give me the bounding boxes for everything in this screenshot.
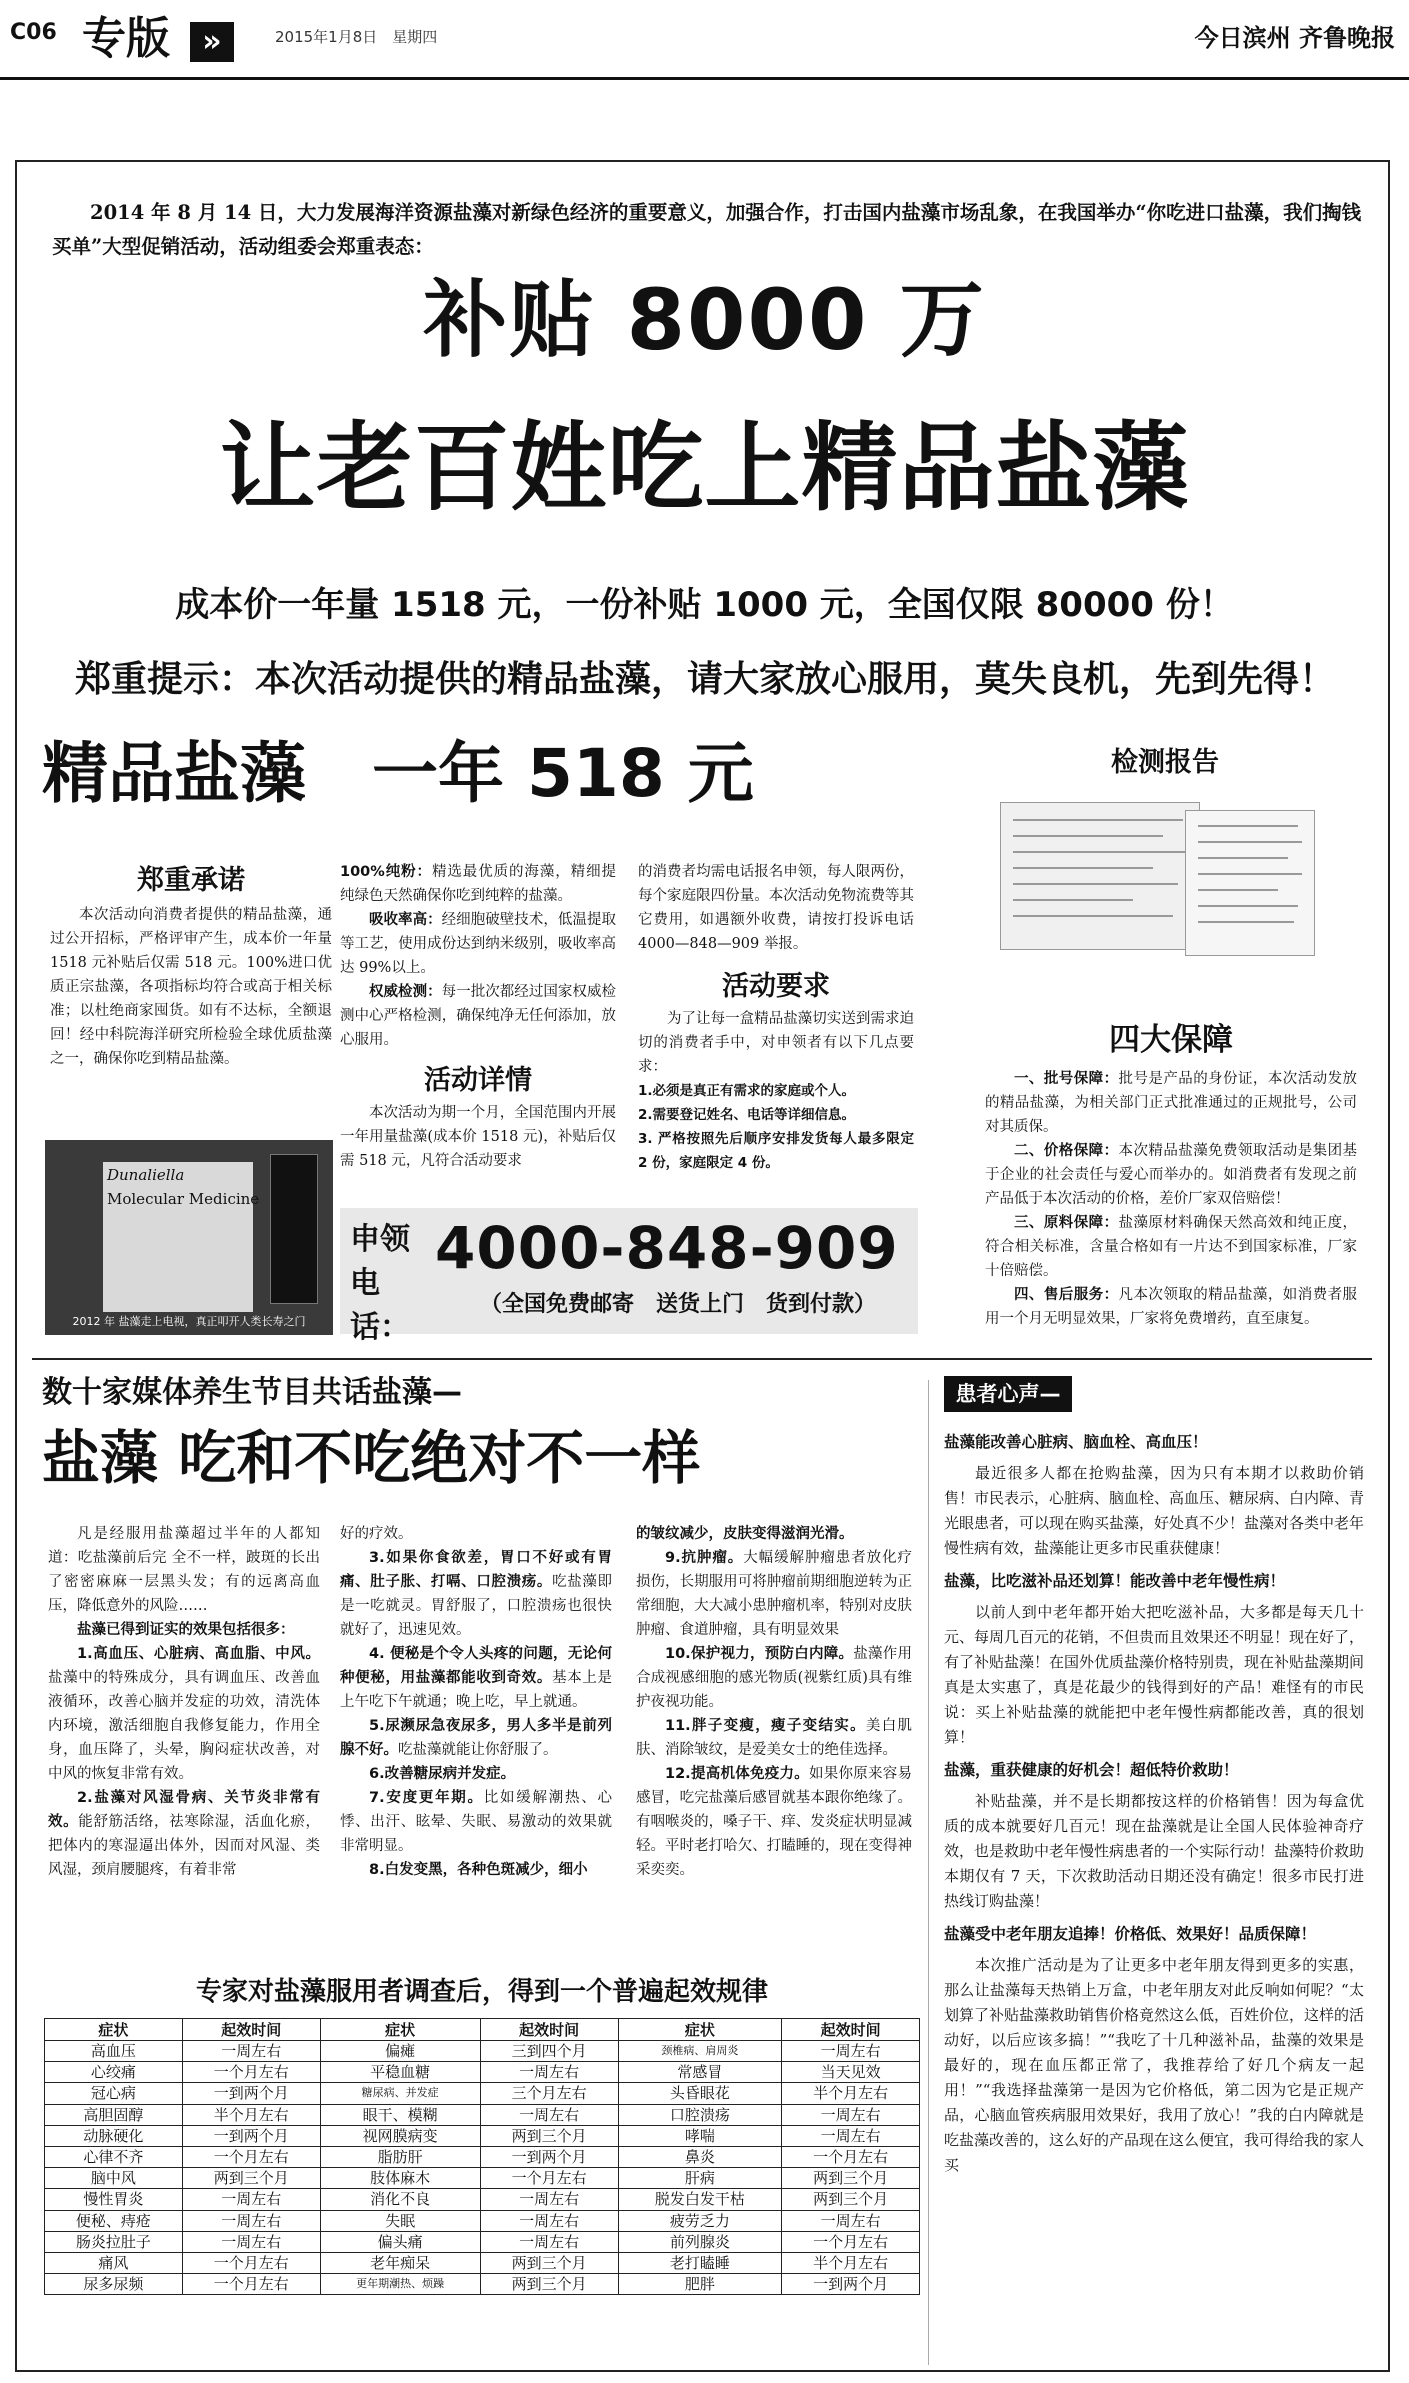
headline-main: 让老百姓吃上精品盐藻 bbox=[219, 412, 1190, 524]
onset-cell: 两到三个月 bbox=[480, 2253, 618, 2274]
symptom-cell: 脂肪肝 bbox=[320, 2147, 480, 2168]
requirements-column bbox=[638, 860, 914, 1175]
requirement-3: 3. 严格按照先后顺序安排发货每人最多限定 2 份，家庭限定 4 份。 bbox=[638, 1131, 914, 1171]
onset-cell: 一周左右 bbox=[480, 2104, 618, 2125]
onset-cell: 半个月左右 bbox=[782, 2083, 920, 2104]
onset-cell: 三个月左右 bbox=[480, 2083, 618, 2104]
inspection-key: 权威检测： bbox=[369, 984, 442, 1000]
effect-12-text: 如果你原来容易感冒，吃完盐藻后感冒就基本跟你绝缘了。有咽喉炎的，嗓子干、痒、发炎症状明显减轻。平时老打哈欠、打瞌睡的，现在变得神采奕奕。 bbox=[636, 1766, 913, 1878]
symptom-cell: 冠心病 bbox=[45, 2083, 183, 2104]
requirement-2: 2.需要登记姓名、电话等详细信息。 bbox=[638, 1107, 856, 1123]
table-row bbox=[45, 2189, 920, 2210]
symptom-cell: 老打瞌睡 bbox=[618, 2253, 782, 2274]
table-row bbox=[45, 2253, 920, 2274]
symptom-cell: 糖尿病、并发症 bbox=[320, 2083, 480, 2104]
onset-cell: 一周左右 bbox=[182, 2210, 320, 2231]
effect-12-key: 12.提高机体免疫力。 bbox=[665, 1766, 809, 1782]
header-onset: 起效时间 bbox=[480, 2019, 618, 2041]
hotline-label: 申领电话： bbox=[350, 1222, 410, 1345]
guarantee-title: 四大保障 bbox=[1109, 1022, 1233, 1058]
onset-cell: 两到三个月 bbox=[782, 2168, 920, 2189]
symptom-cell: 心律不齐 bbox=[45, 2147, 183, 2168]
header-onset: 起效时间 bbox=[782, 2019, 920, 2041]
features-column bbox=[340, 860, 616, 1173]
effect-1-key: 1.高血压、心脏病、高血脂、中风。 bbox=[77, 1646, 320, 1662]
effect-11-text: 美白肌肤、消除皱纹，是爱美女士的绝佳选择。 bbox=[636, 1718, 913, 1758]
magazine-photo bbox=[45, 1140, 333, 1335]
header-symptom: 症状 bbox=[320, 2019, 480, 2041]
onset-cell: 一到两个月 bbox=[480, 2147, 618, 2168]
symptom-cell: 头昏眼花 bbox=[618, 2083, 782, 2104]
section-arrow-icon: » bbox=[190, 22, 234, 62]
requirements-intro: 为了让每一盒精品盐藻切实送到需求迫切的消费者手中，对申领者有以下几点要求： bbox=[638, 1011, 914, 1075]
effects-column-2 bbox=[340, 1522, 612, 1882]
symptom-cell: 疲劳乏力 bbox=[618, 2210, 782, 2231]
symptom-cell: 消化不良 bbox=[320, 2189, 480, 2210]
voice-text-4: 本次推广活动是为了让更多中老年朋友得到更多的实惠，那么让盐藻每天热销上万盒，中老年朋友对此反响如何呢？“太划算了补贴盐藻救助销售价格竟然这么低，百姓价位，这样的活动好，以后应该多搞！”“我吃了十几种滋补品，盐藻的效果是最好的，现在血压都正常了，我推荐给了好几个病友一起用！”“我选择盐藻第一是因为它价格低，第二因为它是正规产品，心脑血管疾病服用效果好，我用了放心！”我的白内障就是吃盐藻改善的，这么好的产品现在这么便宜，我可得给我的家人买 bbox=[944, 1956, 1365, 2174]
table-row bbox=[45, 2231, 920, 2252]
media-headline: 盐藻 吃和不吃绝对不一样 bbox=[42, 1424, 701, 1492]
onset-cell: 一周左右 bbox=[480, 2189, 618, 2210]
page-number: C06 bbox=[10, 20, 57, 45]
purity-key: 100%纯粉： bbox=[340, 864, 432, 880]
voice-heading-4: 盐藻受中老年朋友追捧！价格低、效果好！品质保障！ bbox=[944, 1925, 1317, 1943]
header-symptom: 症状 bbox=[618, 2019, 782, 2041]
requirements-title: 活动要求 bbox=[722, 971, 830, 1002]
absorption-key: 吸收率高： bbox=[369, 912, 442, 928]
symptom-cell: 尿多尿频 bbox=[45, 2274, 183, 2295]
section-divider bbox=[32, 1358, 1372, 1360]
table-header-row bbox=[45, 2019, 920, 2041]
effect-5-text: 吃盐藻就能让你舒服了。 bbox=[398, 1742, 558, 1758]
symptom-cell: 前列腺炎 bbox=[618, 2231, 782, 2252]
page-header bbox=[0, 0, 1409, 80]
effects-lead: 盐藻已得到证实的效果包括很多： bbox=[77, 1622, 295, 1638]
symptom-cell: 脑中风 bbox=[45, 2168, 183, 2189]
hotline-box bbox=[340, 1208, 918, 1345]
intro-paragraph: 2014 年 8 月 14 日，大力发展海洋资源盐藻对新绿色经济的重要意义，加强合作，打击国内盐藻市场乱象，在我国举办“你吃进口盐藻，我们掏钱买单”大型促销活动，活动组委会郑重表态： bbox=[52, 201, 1362, 258]
table-row bbox=[45, 2104, 920, 2125]
headline-notice: 郑重提示：本次活动提供的精品盐藻，请大家放心服用，莫失良机，先到先得！ bbox=[74, 659, 1335, 700]
effect-1-text: 盐藻中的特殊成分，具有调血压、改善血液循环，改善心脑并发症的功效，清洗体内环境，激活细胞自我修复能力，作用全身，血压降了，头晕，胸闷症状改善，对中风的恢复非常有效。 bbox=[48, 1670, 320, 1782]
media-subtitle: 数十家媒体养生节目共话盐藻— bbox=[42, 1375, 462, 1410]
guarantee-3-text: 盐藻原材料确保天然高效和纯正度，符合相关标准，含量合格如有一片达不到国家标准，厂家十倍赔偿。 bbox=[985, 1215, 1358, 1279]
effects-column-1 bbox=[48, 1522, 320, 1882]
onset-cell: 一周左右 bbox=[782, 2041, 920, 2062]
headline-subsidy: 补贴 8000 万 bbox=[423, 271, 986, 369]
onset-cell: 半个月左右 bbox=[182, 2104, 320, 2125]
header-onset: 起效时间 bbox=[182, 2019, 320, 2041]
symptom-cell: 口腔溃疡 bbox=[618, 2104, 782, 2125]
magazine-cover bbox=[103, 1162, 253, 1312]
onset-cell: 一周左右 bbox=[782, 2210, 920, 2231]
table-row bbox=[45, 2147, 920, 2168]
voice-text-1: 最近很多人都在抢购盐藻，因为只有本期才以救助价销售！市民表示，心脏病、脑血栓、高血压、糖尿病、白内障、青光眼患者，可以现在购买盐藻，好处真不少！盐藻对各类中老年慢性病有效，盐藻能让更多市民重获健康！ bbox=[944, 1464, 1365, 1557]
effects-column-3 bbox=[636, 1522, 912, 1882]
symptom-cell: 慢性胃炎 bbox=[45, 2189, 183, 2210]
effect-10-text: 盐藻作用合成视感细胞的感光物质(视紫红质)具有维护夜视功能。 bbox=[636, 1646, 913, 1710]
magazine-title: Dunaliella bbox=[107, 1166, 185, 1184]
table-row bbox=[45, 2274, 920, 2295]
onset-cell: 一周左右 bbox=[480, 2062, 618, 2083]
onset-cell: 一个月左右 bbox=[182, 2274, 320, 2295]
voice-heading-3: 盐藻，重获健康的好机会！超低特价救助！ bbox=[944, 1761, 1239, 1779]
symptom-cell: 哮喘 bbox=[618, 2125, 782, 2146]
onset-cell: 两到三个月 bbox=[782, 2189, 920, 2210]
effect-4-text: 基本上是上午吃下午就通；晚上吃，早上就通。 bbox=[340, 1670, 613, 1710]
section-title: 专版 bbox=[82, 13, 170, 64]
onset-cell: 一个月左右 bbox=[782, 2147, 920, 2168]
voice-heading-1: 盐藻能改善心脏病、脑血栓、高血压！ bbox=[944, 1433, 1208, 1451]
guarantee-4-key: 四、售后服务： bbox=[1014, 1287, 1119, 1303]
onset-cell: 一周左右 bbox=[782, 2104, 920, 2125]
inspection-text: 每一批次都经过国家权威检测中心严格检测，确保纯净无任何添加，放心服用。 bbox=[340, 984, 616, 1048]
onset-cell: 一个月左右 bbox=[182, 2253, 320, 2274]
issue-date: 2015年1月8日 星期四 bbox=[275, 28, 438, 46]
report-document-1 bbox=[1000, 802, 1200, 950]
voice-text-2: 以前人到中老年都开始大把吃滋补品，大多都是每天几十元、每周几百元的花销，不但贵而且效果还不明显！现在好了，有了补贴盐藻！在国外优质盐藻价格特别贵，现在补贴盐藻期间真是太实惠了，真是花最少的钱得到好的产品！难怪有的市民说：买上补贴盐藻的就能把中老年慢性病都能改善，真的很划算！ bbox=[944, 1603, 1365, 1746]
effect-2-key: 2.盐藻对风湿骨病、关节炎非常有效。 bbox=[48, 1790, 320, 1830]
voice-heading-2: 盐藻，比吃滋补品还划算！能改善中老年慢性病！ bbox=[944, 1572, 1286, 1590]
survey-table bbox=[44, 2018, 920, 2295]
onset-cell: 半个月左右 bbox=[782, 2253, 920, 2274]
effect-8-key: 8.白发变黑，各种色斑减少，细小 bbox=[369, 1862, 588, 1878]
column-divider bbox=[928, 1380, 929, 2365]
effect-7-text: 比如缓解潮热、心悸、出汗、眩晕、失眠、易激动的效果就非常明显。 bbox=[340, 1790, 612, 1854]
onset-cell: 一周左右 bbox=[480, 2210, 618, 2231]
symptom-cell: 偏瘫 bbox=[320, 2041, 480, 2062]
guarantee-column bbox=[985, 1014, 1357, 1331]
symptom-cell: 脱发白发干枯 bbox=[618, 2189, 782, 2210]
patient-voice-tab: 患者心声— bbox=[944, 1376, 1072, 1412]
symptom-cell: 常感冒 bbox=[618, 2062, 782, 2083]
onset-cell: 一周左右 bbox=[480, 2231, 618, 2252]
absorption-text: 经细胞破壁技术，低温提取等工艺，使用成份达到纳米级别，吸收率高达 99%以上。 bbox=[340, 912, 616, 976]
promise-column bbox=[50, 858, 332, 1071]
effect-3-text: 吃盐藻即是一吃就灵。胃舒服了，口腔溃疡也很快就好了，迅速见效。 bbox=[340, 1574, 613, 1638]
guarantee-1-key: 一、批号保障： bbox=[1014, 1071, 1119, 1087]
onset-cell: 一个月左右 bbox=[782, 2231, 920, 2252]
onset-cell: 一到两个月 bbox=[182, 2083, 320, 2104]
details-continued: 的消费者均需电话报名申领，每人限两份，每个家庭限四份量。本次活动免物流费等其它费用，如遇额外收费，请按打投诉电话 4000—848—909 举报。 bbox=[638, 864, 914, 952]
symptom-cell: 肠炎拉肚子 bbox=[45, 2231, 183, 2252]
report-title: 检测报告 bbox=[1111, 747, 1219, 778]
symptom-cell: 鼻炎 bbox=[618, 2147, 782, 2168]
onset-cell: 一到两个月 bbox=[182, 2125, 320, 2146]
headline-product-price: 精品盐藻 一年 518 元 bbox=[42, 735, 754, 812]
table-row bbox=[45, 2062, 920, 2083]
symptom-cell: 更年期潮热、烦躁 bbox=[320, 2274, 480, 2295]
effect-7-key: 7.安度更年期。 bbox=[369, 1790, 484, 1806]
header-symptom: 症状 bbox=[45, 2019, 183, 2041]
onset-cell: 一个月左右 bbox=[182, 2147, 320, 2168]
guarantee-2-key: 二、价格保障： bbox=[1014, 1143, 1119, 1159]
symptom-cell: 心绞痛 bbox=[45, 2062, 183, 2083]
table-row bbox=[45, 2083, 920, 2104]
symptom-cell: 颈椎病、肩周炎 bbox=[618, 2041, 782, 2062]
newspaper-brand: 今日滨州 齐鲁晚报 bbox=[1194, 24, 1395, 52]
onset-cell: 一个月左右 bbox=[480, 2168, 618, 2189]
effect-9-text: 大幅缓解肿瘤患者放化疗损伤，长期服用可将肿瘤前期细胞逆转为正常细胞，大大减小患肿瘤机率，特别对皮肤肿瘤、食道肿瘤，具有明显效果 bbox=[636, 1550, 912, 1638]
symptom-cell: 肝病 bbox=[618, 2168, 782, 2189]
effects-intro: 凡是经服用盐藻超过半年的人都知道：吃盐藻前后完 全不一样，跛斑的长出了密密麻麻一层黑头发；有的远离高血压，降低意外的风险…… bbox=[48, 1526, 320, 1614]
promise-title: 郑重承诺 bbox=[137, 865, 245, 896]
onset-cell: 一周左右 bbox=[182, 2041, 320, 2062]
onset-cell: 一周左右 bbox=[182, 2231, 320, 2252]
onset-cell: 三到四个月 bbox=[480, 2041, 618, 2062]
table-row bbox=[45, 2210, 920, 2231]
onset-cell: 两到三个月 bbox=[480, 2125, 618, 2146]
effect-4-key: 4. 便秘是个令人头疼的问题，无论何种便秘，用盐藻都能收到奇效。 bbox=[340, 1646, 612, 1686]
symptom-cell: 痛风 bbox=[45, 2253, 183, 2274]
symptom-cell: 偏头痛 bbox=[320, 2231, 480, 2252]
survey-table-title: 专家对盐藻服用者调查后，得到一个普遍起效规律 bbox=[195, 1977, 768, 2007]
symptom-cell: 肥胖 bbox=[618, 2274, 782, 2295]
details-text: 本次活动为期一个月，全国范围内开展一年用量盐藻(成本价 1518 元)，补贴后仅需 518 元，凡符合活动要求 bbox=[340, 1105, 616, 1169]
symptom-cell: 肢体麻木 bbox=[320, 2168, 480, 2189]
photo-caption: 2012 年 盐藻走上电视，真正叩开人类长寿之门 bbox=[72, 1315, 306, 1328]
symptom-cell: 老年痴呆 bbox=[320, 2253, 480, 2274]
requirement-1: 1.必须是真正有需求的家庭或个人。 bbox=[638, 1083, 856, 1099]
onset-cell: 两到三个月 bbox=[480, 2274, 618, 2295]
table-row bbox=[45, 2041, 920, 2062]
hotline-note: （全国免费邮寄 送货上门 货到付款） bbox=[480, 1292, 877, 1317]
symptom-cell: 平稳血糖 bbox=[320, 2062, 480, 2083]
effect-9-key: 9.抗肿瘤。 bbox=[665, 1550, 744, 1566]
book-spine bbox=[270, 1154, 318, 1304]
headline-price: 成本价一年量 1518 元，一份补贴 1000 元，全国仅限 80000 份！ bbox=[175, 585, 1234, 625]
effect-3-key: 3.如果你食欲差，胃口不好或有胃痛、肚子胀、打嗝、口腔溃疡。 bbox=[340, 1550, 612, 1590]
effect-10-key: 10.保护视力，预防白内障。 bbox=[665, 1646, 854, 1662]
details-title: 活动详情 bbox=[424, 1065, 532, 1096]
table-row bbox=[45, 2125, 920, 2146]
onset-cell: 一到两个月 bbox=[782, 2274, 920, 2295]
magazine-subtitle: Molecular Medicine bbox=[107, 1190, 260, 1208]
promise-text: 本次活动向消费者提供的精品盐藻，通过公开招标，严格评审产生，成本价一年量 1518 元补贴后仅需 518 元。100%进口优质正宗盐藻，各项指标均符合或高于相关标准；以杜绝商家囤货。如有不达标，全额退回！经中科院海洋研究所检验全球优质盐藻之一，确保你吃到精品盐藻。 bbox=[50, 907, 332, 1067]
effect-6-key: 6.改善糖尿病并发症。 bbox=[369, 1766, 516, 1782]
symptom-cell: 视网膜病变 bbox=[320, 2125, 480, 2146]
onset-cell: 两到三个月 bbox=[182, 2168, 320, 2189]
effect-5-key: 5.尿濒尿急夜尿多，男人多半是前列腺不好。 bbox=[340, 1718, 612, 1758]
onset-cell: 一周左右 bbox=[782, 2125, 920, 2146]
table-body bbox=[45, 2041, 920, 2295]
effect-2-text: 能舒筋活络，祛寒除湿，活血化瘀，把体内的寒湿逼出体外，因而对风湿、类风湿，颈肩腰腿疼，有着非常 bbox=[48, 1814, 321, 1878]
symptom-cell: 失眠 bbox=[320, 2210, 480, 2231]
onset-cell: 一周左右 bbox=[182, 2189, 320, 2210]
symptom-cell: 高胆固醇 bbox=[45, 2104, 183, 2125]
symptom-cell: 高血压 bbox=[45, 2041, 183, 2062]
report-document-2 bbox=[1185, 810, 1315, 956]
patient-voice-column bbox=[944, 1422, 1364, 2178]
symptom-cell: 眼干、模糊 bbox=[320, 2104, 480, 2125]
effect-11-key: 11.胖子变瘦，瘦子变结实。 bbox=[665, 1718, 866, 1734]
guarantee-4-text: 凡本次领取的精品盐藻，如消费者服用一个月无明显效果，厂家将免费增药，直至康复。 bbox=[985, 1287, 1358, 1327]
onset-cell: 一个月左右 bbox=[182, 2062, 320, 2083]
voice-text-3: 补贴盐藻，并不是长期都按这样的价格销售！因为每盒优质的成本就要好几百元！现在盐藻就是让全国人民体验神奇疗效，也是救助中老年慢性病患者的一个实际行动！盐藻特价救助本期仅有 7 天，下次救助活动日期还没有确定！很多市民打进热线订购盐藻！ bbox=[944, 1792, 1365, 1910]
hotline-number: 4000-848-909 bbox=[435, 1214, 899, 1282]
guarantee-1-text: 批号是产品的身份证，本次活动发放的精品盐藻，为相关部门正式批准通过的正规批号，公司对其质保。 bbox=[985, 1071, 1358, 1135]
symptom-cell: 动脉硬化 bbox=[45, 2125, 183, 2146]
effect-2-continued: 好的疗效。 bbox=[340, 1526, 413, 1542]
effect-8-continued: 的皱纹减少，皮肤变得滋润光滑。 bbox=[636, 1526, 854, 1542]
guarantee-2-text: 本次精品盐藻免费领取活动是集团基于企业的社会责任与爱心而举办的。如消费者有发现之前产品低于本次活动的价格，差价厂家双倍赔偿！ bbox=[985, 1143, 1358, 1207]
table-row bbox=[45, 2168, 920, 2189]
symptom-cell: 便秘、痔疮 bbox=[45, 2210, 183, 2231]
guarantee-3-key: 三、原料保障： bbox=[1014, 1215, 1119, 1231]
purity-text: 精选最优质的海藻，精细提纯绿色天然确保你吃到纯粹的盐藻。 bbox=[340, 864, 617, 904]
onset-cell: 当天见效 bbox=[782, 2062, 920, 2083]
